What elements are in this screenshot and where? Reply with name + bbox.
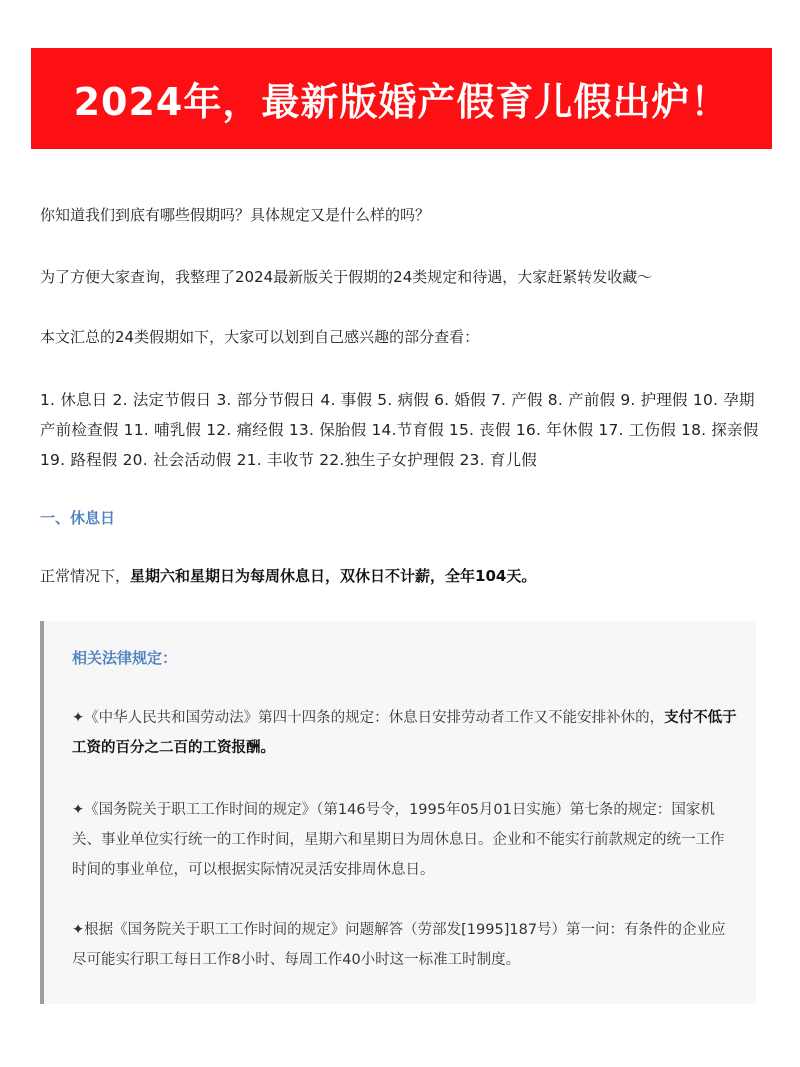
rest-day-highlight: 星期六和星期日为每周休息日，双休日不计薪，全年104天。: [130, 567, 537, 585]
title-banner: [31, 48, 772, 149]
legal-item-labor-law: [72, 703, 737, 763]
legal-provisions-heading: 相关法律规定：: [72, 649, 178, 667]
rest-day-description: [40, 561, 765, 591]
legal-provisions-block: [40, 621, 756, 1004]
legal-item-rule-explanation: ✦根据《国务院关于职工工作时间的规定》问题解答（劳部发[1995]187号）第一问：有条件的企业应尽可能实行职工每日工作8小时、每周工作40小时这一标准工时制度。: [72, 922, 726, 968]
leave-type-list: 1. 休息日 2. 法定节假日 3. 部分节假日 4. 事假 5. 病假 6. 婚假 7. 产假 8. 产前假 9. 护理假 10. 孕期产前检查假 11. 哺乳假 12. 痛经假 13. 保胎假 14.节育假 15. 丧假 16. 年休假 17. 工伤假 18. 探亲假 19. 路程假 20. 社会活动假 21. 丰收节 22.独生子女护理假 23. 育儿假: [40, 391, 759, 469]
legal-item-state-council-rule: ✦《国务院关于职工工作时间的规定》（第146号令，1995年05月01日实施）第七条的规定：国家机关、事业单位实行统一的工作时间，星期六和星期日为周休息日。企业和不能实行前款规定的统一工作时间的事业单位，可以根据实际情况灵活安排周休息日。: [72, 802, 725, 878]
rest-day-text: 正常情况下，: [40, 567, 131, 585]
intro-summary: 本文汇总的24类假期如下，大家可以划到自己感兴趣的部分查看：: [40, 328, 480, 346]
legal-item-text: ✦《中华人民共和国劳动法》第四十四条的规定：休息日安排劳动者工作又不能安排补休的，: [72, 710, 665, 726]
intro-purpose: 为了方便大家查询，我整理了2024最新版关于假期的24类规定和待遇，大家赶紧转发收藏～: [40, 268, 653, 286]
intro-question: 你知道我们到底有哪些假期吗？具体规定又是什么样的吗？: [40, 206, 431, 224]
page-title: 2024年，最新版婚产假育儿假出炉！: [73, 80, 730, 124]
legal-item-highlight: 支付不低于工资的百分之二百的工资报酬。: [72, 710, 737, 756]
section-heading-rest-day: 一、休息日: [40, 509, 116, 527]
